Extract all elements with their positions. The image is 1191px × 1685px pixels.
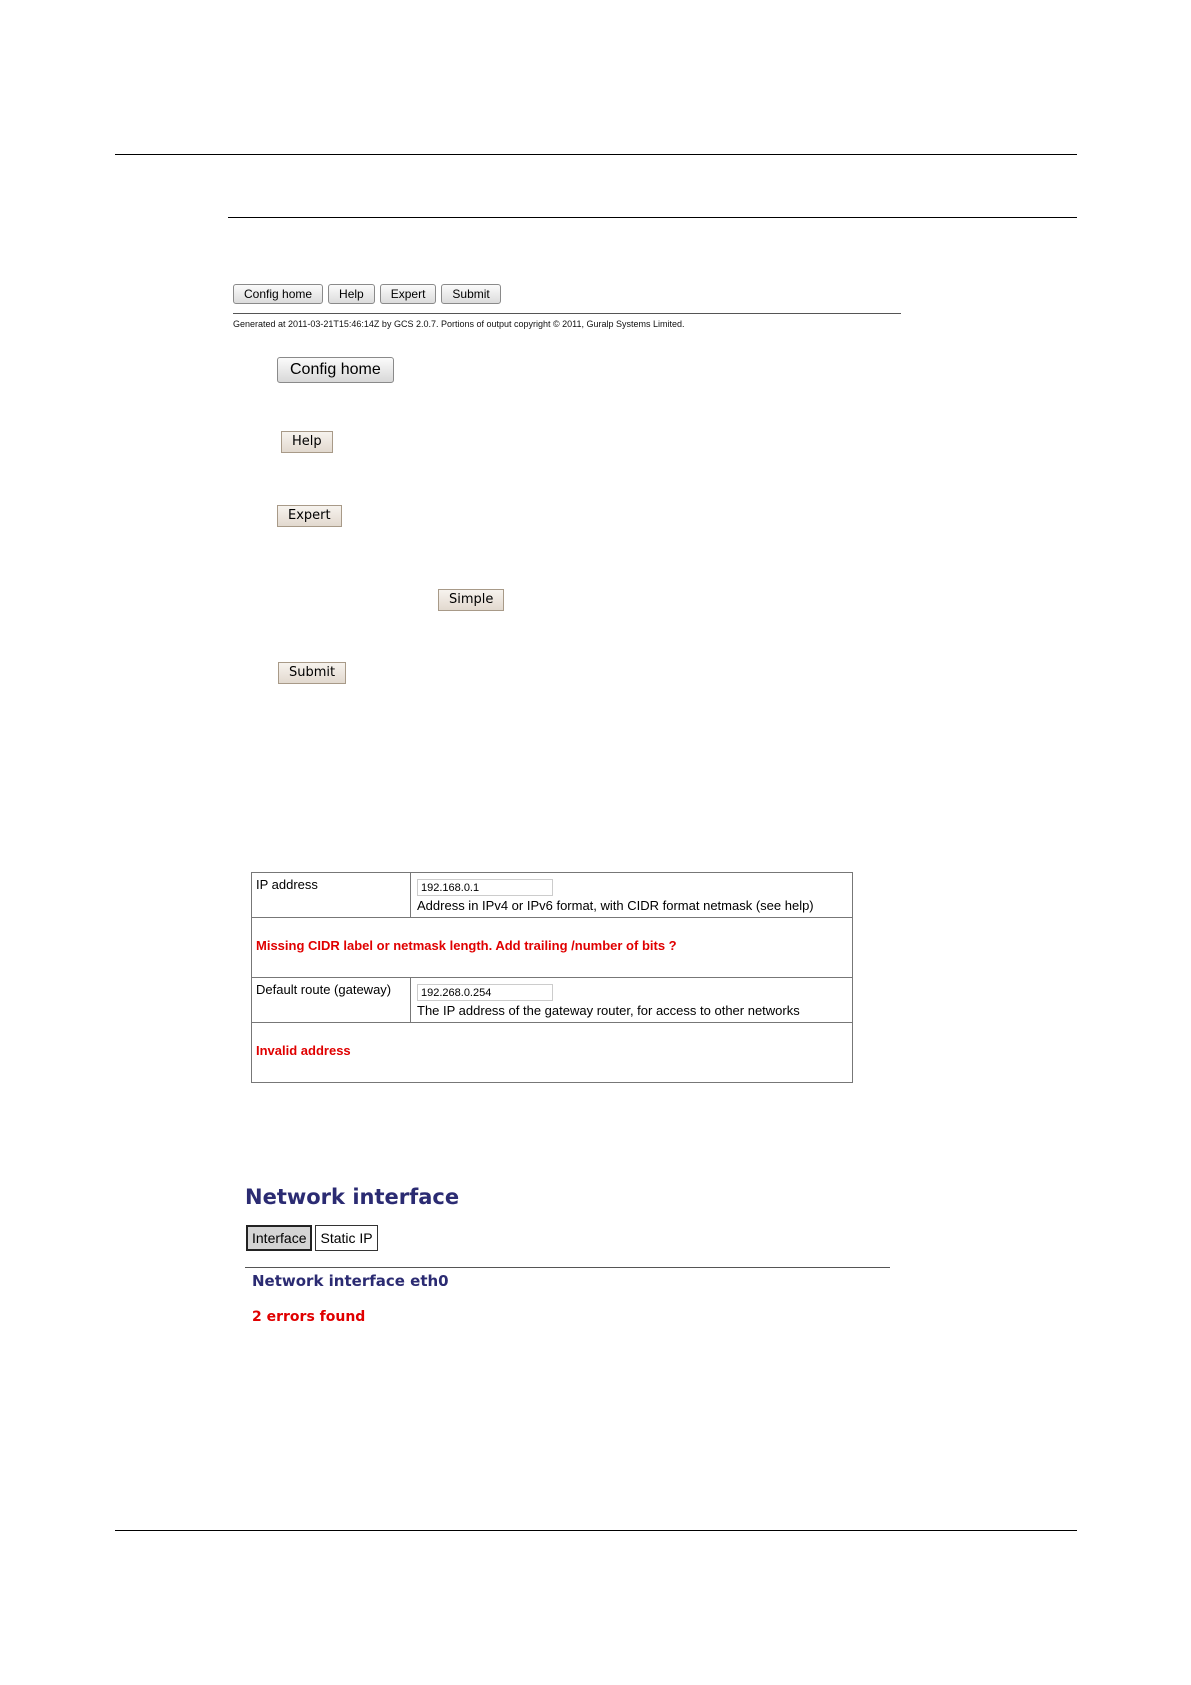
gateway-description: The IP address of the gateway router, for access to other networks [417,1003,800,1018]
toolbar-rule [233,313,901,314]
gateway-error-row [252,1023,853,1083]
ip-address-row [252,873,853,918]
header-rule [115,154,1077,155]
tab-interface[interactable]: Interface [246,1225,312,1251]
help-button[interactable]: Help [281,431,333,453]
network-tabs [246,1225,378,1251]
gateway-row [252,978,853,1023]
ip-address-label: IP address [252,873,411,918]
config-home-button[interactable]: Config home [277,357,394,383]
gateway-input[interactable] [417,984,553,1001]
ip-address-cell [411,873,853,918]
simple-button[interactable]: Simple [438,589,504,611]
toolbar-config-home-button[interactable]: Config home [233,284,323,304]
ip-address-description: Address in IPv4 or IPv6 format, with CIDR format netmask (see help) [417,898,814,913]
submit-button[interactable]: Submit [278,662,346,684]
network-interface-title: Network interface [245,1185,460,1209]
gateway-label: Default route (gateway) [252,978,411,1023]
gateway-error: Invalid address [252,1023,853,1083]
network-interface-subtitle: Network interface eth0 [252,1272,449,1290]
footer-rule [115,1530,1077,1531]
error-count: 2 errors found [252,1309,366,1325]
ip-address-input[interactable] [417,879,553,896]
generated-footer-text: Generated at 2011-03-21T15:46:14Z by GCS 2.0.7. Portions of output copyright © 2011, Guralp Systems Limited. [233,319,685,329]
network-rule [245,1267,890,1268]
ip-error-row [252,918,853,978]
ip-address-error: Missing CIDR label or netmask length. Add trailing /number of bits ? [252,918,853,978]
toolbar-submit-button[interactable]: Submit [441,284,500,304]
tab-static-ip[interactable]: Static IP [315,1225,377,1251]
toolbar [233,284,501,304]
toolbar-help-button[interactable]: Help [328,284,375,304]
network-config-form [251,872,853,1083]
gateway-cell [411,978,853,1023]
section-rule [228,217,1077,218]
toolbar-expert-button[interactable]: Expert [380,284,437,304]
expert-button[interactable]: Expert [277,505,342,527]
